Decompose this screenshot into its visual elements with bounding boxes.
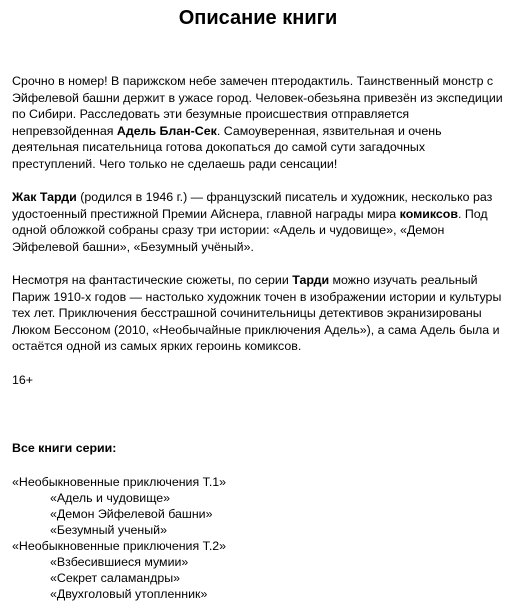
series-book-item: «Секрет саламандры» [50,571,181,585]
description-paragraph-1 [12,73,504,172]
series-volume-title: «Необыкновенные приключения Т.1» [12,475,227,489]
description-body [12,73,504,388]
series-book-item: «Демон Эйфелевой башни» [50,507,213,521]
text-run: Несмотря на фантастические сюжеты, по серии [12,273,293,287]
text-run: Срочно в номер! В парижском небе замечен птеродактиль. Таинственный монстр с Эйфелевой башни держит в ужасе город. Человек-обезьяна привезён из экспедиции по Сибири. Расследовать эти безумные происшествия отправляется непревзойденная [12,74,503,138]
text-run: (родился в 1946 г.) — французский писатель и художник, несколько раз удостоенный престижной Премии Айснера, главной награды мира [12,190,493,221]
series-book-item: «Взбесившиеся мумии» [50,555,189,569]
text-run: можно изучать реальный Париж 1910-х годов — настолько художник точен в изображении истории и культуры тех лет. Приключения бесстрашной сочинительницы детективов экранизированы Люком Бессоном (2010, «Необычайные приключения Адель»), а сама Адель была и остаётся одной из самых ярких героинь комиксов. [12,273,502,353]
series-list [12,474,504,602]
series-volume-title: «Необыкновенные приключения Т.2» [12,539,227,553]
age-rating: 16+ [12,372,34,387]
bold-text-run: комиксов [399,206,458,221]
bold-text-run: Жак Тарди [12,190,77,204]
series-heading: Все книги серии: [12,441,117,455]
text-run: . Самоуверенная, язвительная и очень деятельная писательница готова докопаться до самой сути загадочных преступлений. Чего только не сделаешь ради сенсации! [12,123,442,171]
description-paragraph-2 [12,189,504,255]
series-book-item: «Адель и чудовище» [50,491,171,505]
description-paragraph-3 [12,272,504,355]
series-book-item: «Безумный ученый» [50,523,167,537]
bold-text-run: Тарди [292,273,330,287]
page-title: Описание книги [178,7,338,29]
text-run: . Под одной обложкой собраны сразу три истории: «Адель и чудовище», «Демон Эйфелевой башни», «Безумный учёный». [12,206,488,254]
series-book-item: «Двухголовый утопленник» [50,587,208,601]
bold-text-run: Адель Блан-Сек [116,123,217,138]
